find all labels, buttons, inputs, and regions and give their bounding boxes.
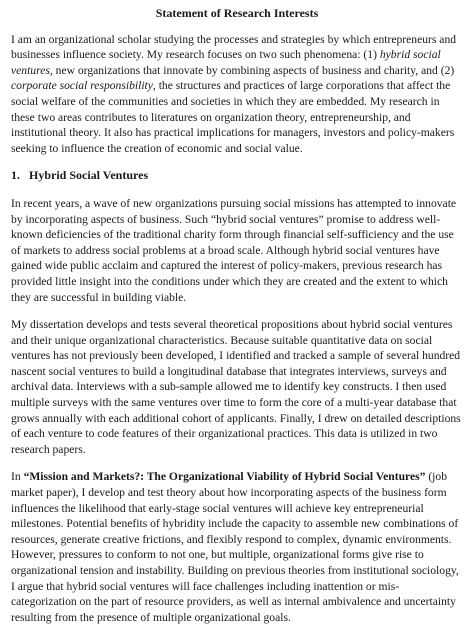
paper-title: “Mission and Markets?: The Organizational Viability of Hybrid Social Ventures”: [23, 470, 426, 484]
section-paragraph-3: [11, 469, 463, 625]
paragraph-body: (job market paper), I develop and test theory about how incorporating aspects of the business form influences the likelihood that early-stage social ventures will achieve key entrepreneurial milestones. Potential benefits of hybridity include the capacity to assemble new combinations of resources, generate creative frictions, and flexibly respond to complex, dynamic environments. However, pressures to conform to not one, but multiple, organizational forms give rise to organizational tension and instability. Building on previous theories from institutional sociology, I argue that hybrid social ventures will face challenges including inattention or mis-categorization on the part of resource providers, as well as internal ambivalence and uncertainty resulting from the presence of multiple organizational goals.: [11, 470, 459, 624]
document-title: Statement of Research Interests: [155, 6, 319, 20]
section-paragraph-1: In recent years, a wave of new organizations pursuing social missions has attempted to innovate by incorporating aspects of business. Such “hybrid social ventures” promise to address well-known deficiencies of the traditional charity form through financial self-sufficiency and the use of markets to address social problems at a broad scale. Although hybrid social ventures have gained wide public acclaim and captured the interest of policy-makers, previous research has provided little insight into the conditions under which they are created and the extent to which they are successful in building viable.: [11, 196, 457, 304]
intro-text-1: I am an organizational scholar studying the processes and strategies by which entrepreneurs and businesses influence society. My research focuses on two such phenomena: (1): [11, 32, 457, 62]
section-heading: [11, 168, 463, 184]
intro-paragraph: [11, 32, 463, 157]
section-number: 1.: [11, 168, 20, 183]
intro-text-3: , the structures and practices of large corporations that affect the social welfare of the communities and societies in which they are embedded. My research in these two areas contributes to literatures on organization theory, entrepreneurship, and institutional theory. It also has practical implications for managers, investors and policy-makers seeking to influence the creation of economic and social value.: [11, 79, 455, 155]
section-title: Hybrid Social Ventures: [29, 168, 149, 183]
section-paragraph-2: My dissertation develops and tests several theoretical propositions about hybrid social ventures and their unique organizational characteristics. Because suitable quantitative data on social ventures has not previously been developed, I identified and tracked a sample of several hundred nascent social ventures to build a longitudinal database that integrates interviews, surveys and archival data. Interviews with a sub-sample allowed me to identify key constructs. I then used multiple surveys with the same ventures over time to form the core of a multi-year database that grows annually with each additional cohort of applicants. Finally, I drew on detailed descriptions of each venture to code features of their organizational practices. This data is utilized in two research papers.: [11, 318, 461, 456]
term-corporate-social-responsibility: corporate social responsibility: [11, 79, 153, 93]
term-hybrid-social-ventures: hybrid social ventures: [11, 48, 441, 77]
paragraph-lead: In: [11, 470, 24, 484]
intro-text-2: , new organizations that innovate by combining aspects of business and charity, and (2): [49, 63, 455, 77]
